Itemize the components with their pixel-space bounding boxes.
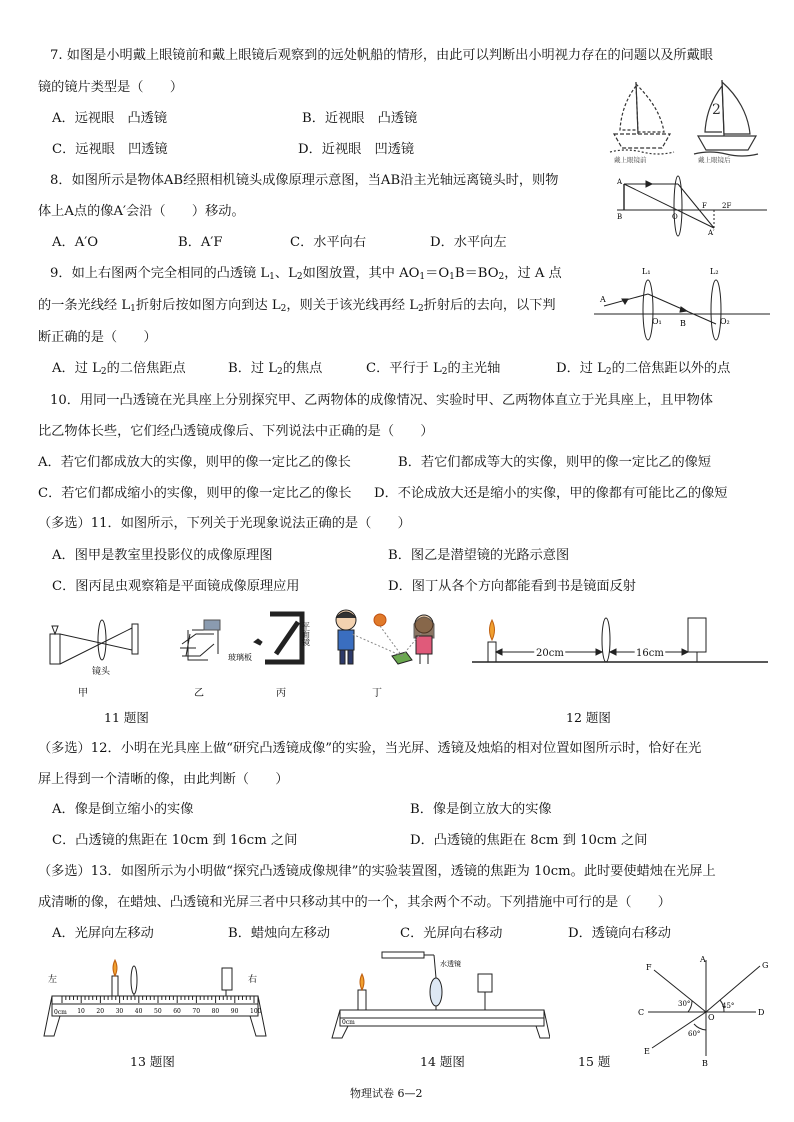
q8-camera-lens-figure xyxy=(612,172,772,238)
q14-caption: 14 题图 xyxy=(420,1054,465,1069)
q11-label-jia: 甲 xyxy=(78,688,88,699)
q10-option-a: A．若它们都成放大的实像，则甲的像一定比乙的像长 xyxy=(38,455,351,470)
q8-label-o: O xyxy=(672,213,678,221)
q8-option-c: C．水平向右 xyxy=(290,235,367,250)
q12-caption: 12 题图 xyxy=(566,710,611,725)
q13-ruler-label: 60 xyxy=(173,1008,181,1015)
q15-angle-30: 30° xyxy=(678,1000,691,1008)
q11-label-lens: 镜头 xyxy=(92,667,111,677)
q11-option-b: B．图乙是潜望镜的光路示意图 xyxy=(388,548,570,563)
q9-label-b: B xyxy=(680,319,686,328)
q13-option-a: A．光屏向左移动 xyxy=(52,926,154,941)
q11-label-bing: 丙 xyxy=(276,688,286,699)
q10-option-d: D．不论成放大还是缩小的实像，甲的像都有可能比乙的像短 xyxy=(374,486,728,501)
q13-ruler-label: 100 xyxy=(250,1008,262,1015)
q15-angle-60: 60° xyxy=(688,1030,701,1038)
q7-fig-label-left: 戴上眼镜前 xyxy=(614,156,647,164)
q13-stem-line1: （多选）13．如图所示为小明做“探究凸透镜成像规律”的实验装置图，透镜的焦距为 10cm。此时要使蜡烛在光屏上 xyxy=(38,864,716,879)
q10-option-b: B．若它们都成等大的实像，则甲的像一定比乙的像短 xyxy=(398,455,712,470)
q15-label-c: C xyxy=(638,1008,645,1017)
q15-label-b: B xyxy=(702,1059,708,1068)
q9-stem-line3: 断正确的是（ ） xyxy=(38,330,157,345)
q11-figure-group xyxy=(40,604,460,702)
q13-caption: 13 题图 xyxy=(130,1054,175,1069)
q7-sailboat-figure xyxy=(606,74,766,164)
q13-label-left: 左 xyxy=(48,975,58,985)
q15-label-f: F xyxy=(646,963,652,972)
q14-label-water-lens: 水透镜 xyxy=(440,960,461,968)
q8-label-2f: 2F xyxy=(722,202,732,210)
q11-label-yi: 乙 xyxy=(194,688,204,699)
q9-option-c: C．平行于 $L_2$的主光轴 xyxy=(366,361,501,377)
q8-label-b: B xyxy=(617,213,623,221)
q13-ruler-label: 80 xyxy=(211,1008,220,1015)
q10-option-c: C．若它们都成缩小的实像，则甲的像一定比乙的像长 xyxy=(38,486,352,501)
q9-option-d: D．过 $L_2$的二倍焦距以外的点 xyxy=(556,361,731,377)
q7-option-a: A．远视眼 凸透镜 xyxy=(52,111,168,126)
q12-stem-line1: （多选）12．小明在光具座上做“研究凸透镜成像”的实验，当光屏、透镜及烛焰的相对位置如图所示时，恰好在光 xyxy=(38,741,702,756)
q8-label-a: A xyxy=(617,178,623,186)
q13-ruler-label: 10 xyxy=(77,1008,85,1015)
q11-label-ding: 丁 xyxy=(372,688,382,699)
q9-option-a: A．过 $L_2$的二倍焦距点 xyxy=(52,361,186,377)
q13-label-unit: 0cm xyxy=(54,1009,67,1016)
q13-optical-bench-figure xyxy=(38,956,268,1044)
q12-label-20cm: 20cm xyxy=(536,648,564,659)
q13-ruler-label: 30 xyxy=(115,1008,124,1015)
q13-stem-line2: 成清晰的像，在蜡烛、凸透镜和光屏三者中只移动其中的一个，其余两个不动。下列措施中可行的是（ ） xyxy=(38,895,671,910)
q9-two-lenses-figure xyxy=(592,262,772,348)
q11-stem: （多选）11．如图所示，下列关于光现象说法正确的是（ ） xyxy=(38,516,411,531)
q9-label-o1: O₁ xyxy=(652,317,662,326)
q13-ruler-label: 90 xyxy=(230,1008,239,1015)
q12-option-b: B．像是倒立放大的实像 xyxy=(410,802,552,817)
q13-option-b: B．蜡烛向左移动 xyxy=(228,926,331,941)
q12-label-16cm: 16cm xyxy=(636,648,664,659)
q11-caption: 11 题图 xyxy=(104,710,149,725)
q9-label-a: A xyxy=(600,295,606,304)
q12-option-a: A．像是倒立缩小的实像 xyxy=(52,802,194,817)
q15-label-d: D xyxy=(758,1008,765,1017)
q13-ruler-label: 20 xyxy=(96,1008,105,1015)
q15-label-e: E xyxy=(644,1047,650,1056)
q12-optical-bench-figure xyxy=(470,612,770,672)
q12-stem-line2: 屏上得到一个清晰的像，由此判断（ ） xyxy=(38,772,289,787)
q15-label-o: O xyxy=(708,1013,715,1022)
svg-text:2: 2 xyxy=(712,102,721,118)
q13-label-right: 右 xyxy=(248,975,258,985)
q7-fig-label-right: 戴上眼镜后 xyxy=(698,156,731,164)
q15-label-g: G xyxy=(762,961,769,970)
q8-option-d: D．水平向左 xyxy=(430,235,507,250)
q7-stem-line2: 镜的镜片类型是（ ） xyxy=(38,80,184,95)
q13-ruler-label: 50 xyxy=(154,1008,162,1015)
q13-option-d: D．透镜向右移动 xyxy=(568,926,671,941)
page-footer: 物理试卷 6—2 xyxy=(350,1087,423,1100)
q8-label-f: F xyxy=(702,202,707,210)
q11-label-glass: 玻璃板 xyxy=(228,653,252,662)
q7-stem-line1: 7. 如图是小明戴上眼镜前和戴上眼镜后观察到的远处帆船的情形，由此可以判断出小明视力存在的问题以及所戴眼 xyxy=(50,48,713,63)
q12-option-d: D．凸透镜的焦距在 8cm 到 10cm 之间 xyxy=(410,833,648,848)
q11-option-d: D．图丁从各个方向都能看到书是镜面反射 xyxy=(388,579,636,594)
q8-label-a-prime: A′ xyxy=(708,229,715,237)
q7-option-c: C．远视眼 凹透镜 xyxy=(52,142,168,157)
q11-label-mirror: 平面镜 xyxy=(301,622,311,646)
q8-stem-line2: 体上A点的像A′会沿（ ）移动。 xyxy=(38,204,245,219)
q9-label-o2: O₂ xyxy=(720,317,730,326)
q9-stem-line1: 9．如上右图两个完全相同的凸透镜 $L_1$、$L_2$如图放置，其中 $AO_1=O_1B=BO_2$，过 A 点 xyxy=(50,266,562,282)
q15-caption: 15 题 xyxy=(578,1054,611,1069)
q15-angle-45: 45° xyxy=(722,1002,735,1010)
q15-label-a: A xyxy=(700,955,706,964)
q9-option-b: B．过 $L_2$的焦点 xyxy=(228,361,323,377)
q13-ruler-label: 40 xyxy=(134,1008,143,1015)
q9-label-l1: L₁ xyxy=(642,267,651,276)
q7-option-b: B．近视眼 凸透镜 xyxy=(302,111,418,126)
q15-reflection-angles-figure xyxy=(628,952,774,1068)
q8-option-a: A．A′O xyxy=(52,235,99,250)
q13-ruler-label: 70 xyxy=(192,1008,201,1015)
q11-option-c: C．图丙昆虫观察箱是平面镜成像原理应用 xyxy=(52,579,300,594)
q9-label-l2: L₂ xyxy=(710,267,719,276)
q12-option-c: C．凸透镜的焦距在 10cm 到 16cm 之间 xyxy=(52,833,298,848)
q8-option-b: B．A′F xyxy=(178,235,223,250)
q14-label-unit: 0cm xyxy=(342,1019,355,1026)
q14-water-lens-figure xyxy=(328,944,550,1040)
q7-option-d: D．近视眼 凹透镜 xyxy=(298,142,415,157)
q11-option-a: A．图甲是教室里投影仪的成像原理图 xyxy=(52,548,273,563)
q13-option-c: C．光屏向右移动 xyxy=(400,926,503,941)
q9-stem-line2: 的一条光线经 $L_1$折射后按如图方向到达 $L_2$，则关于该光线再经 $L_2$折射后的去向，以下判 xyxy=(38,298,556,314)
q10-stem-line1: 10．用同一凸透镜在光具座上分别探究甲、乙两物体的成像情况、实验时甲、乙两物体直立于光具座上，且甲物体 xyxy=(50,393,713,408)
q10-stem-line2: 比乙物体长些，它们经凸透镜成像后、下列说法中正确的是（ ） xyxy=(38,424,434,439)
q8-stem-line1: 8．如图所示是物体AB经照相机镜头成像原理示意图，当AB沿主光轴远离镜头时，则物 xyxy=(50,173,559,188)
